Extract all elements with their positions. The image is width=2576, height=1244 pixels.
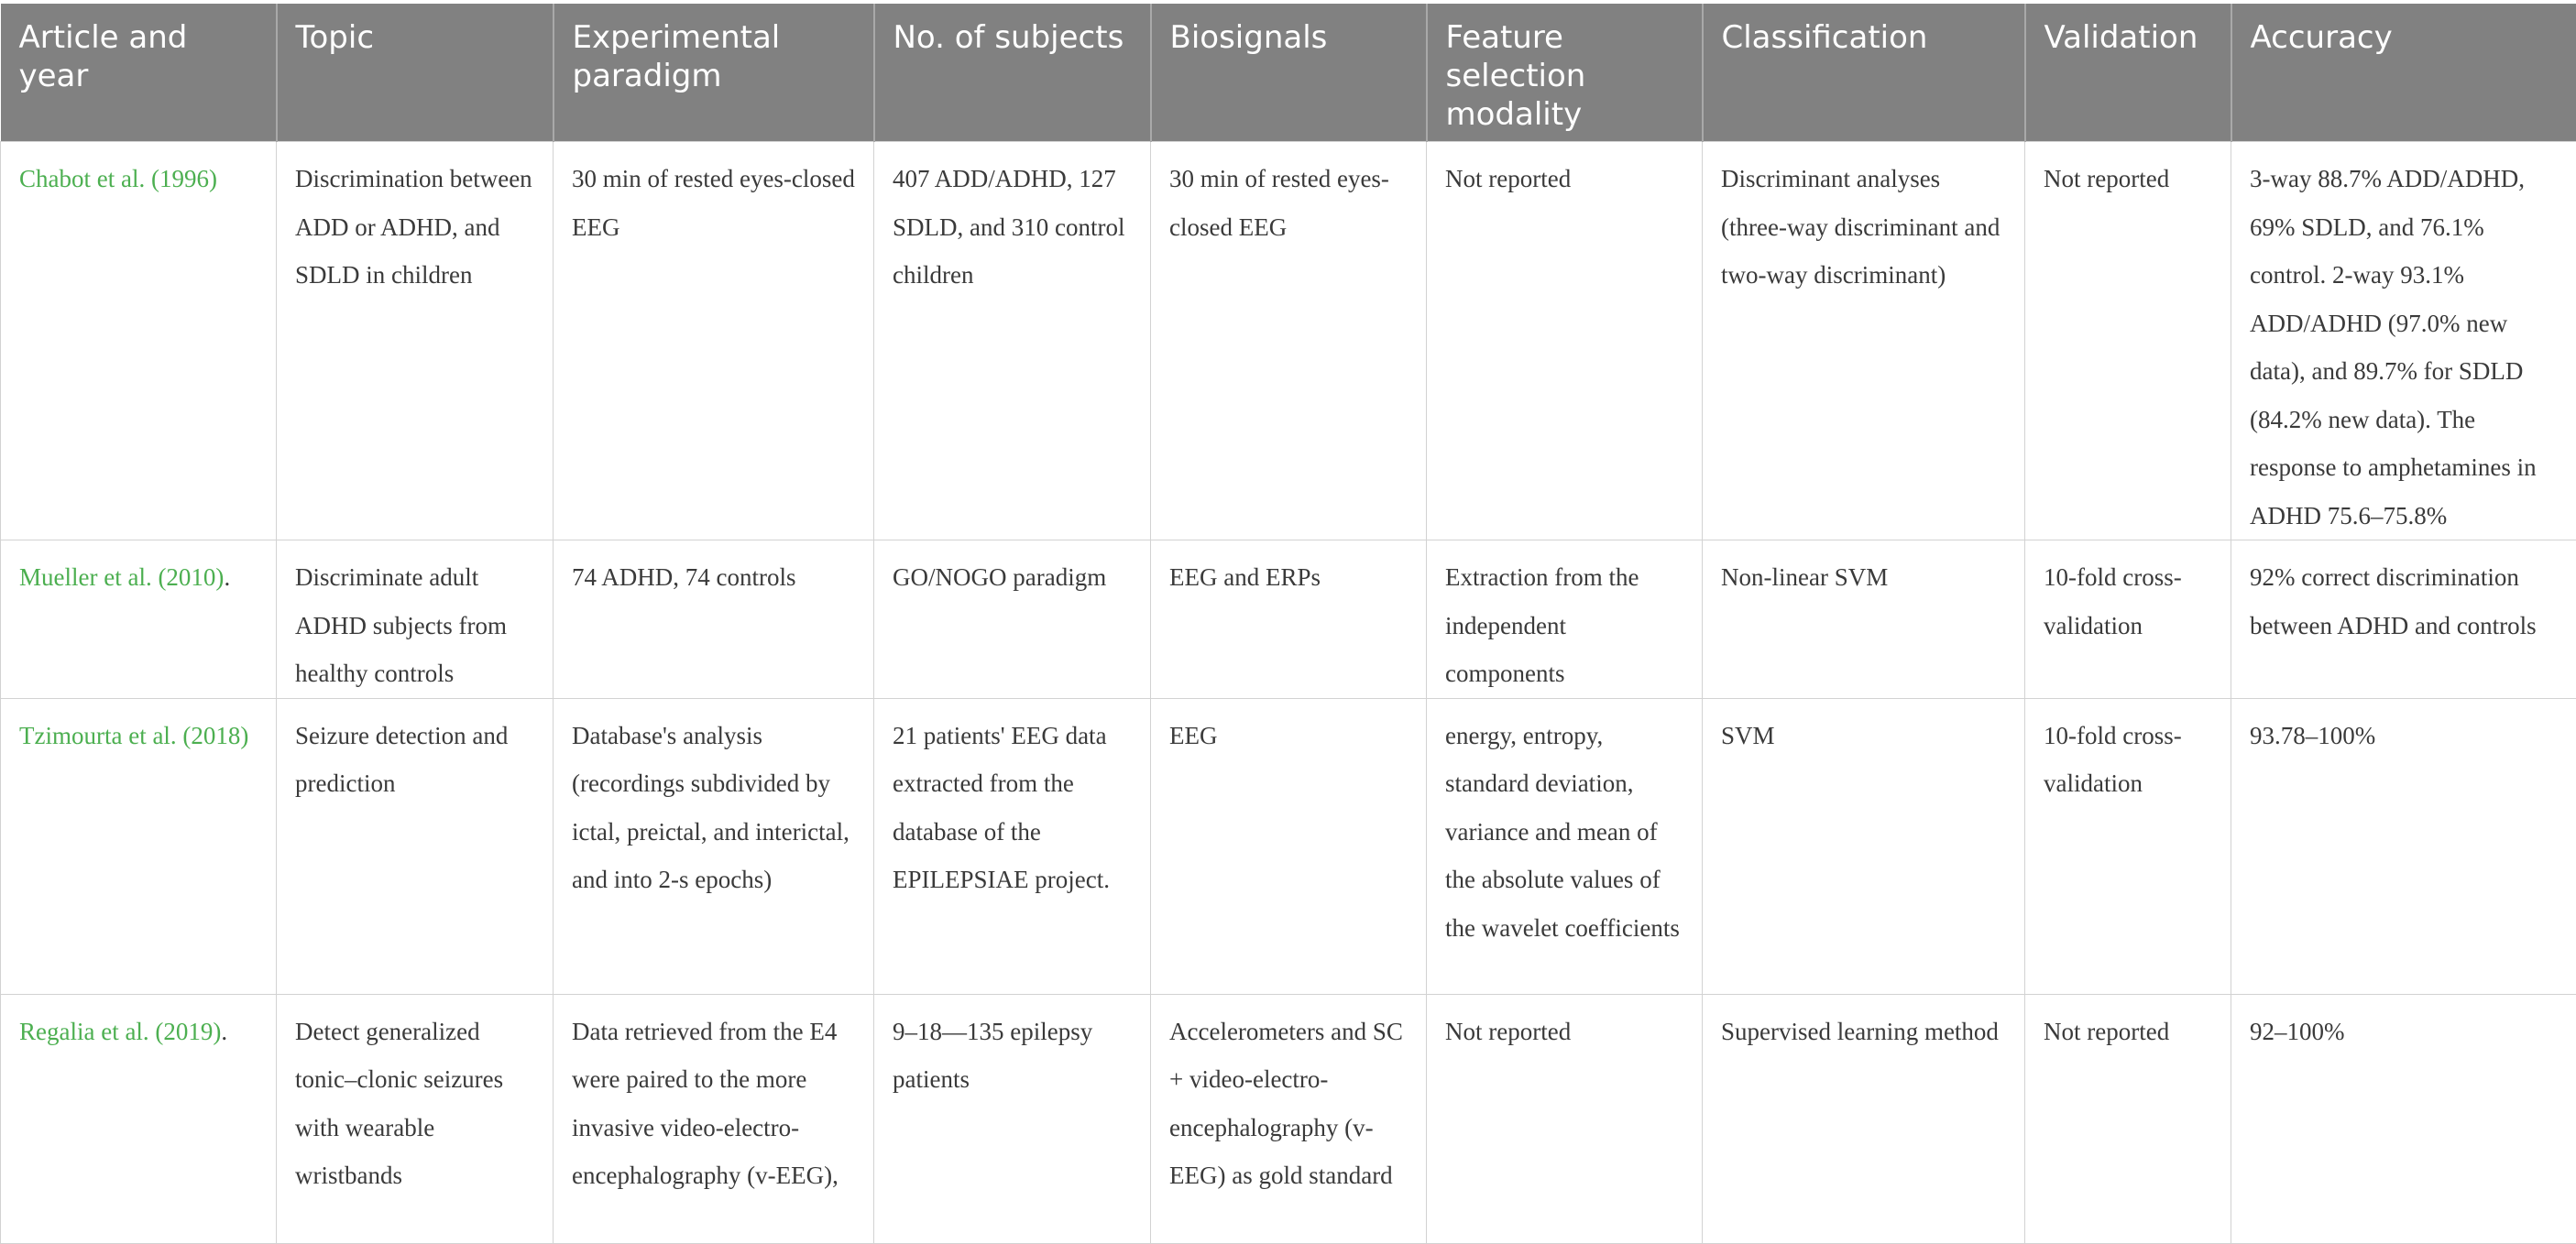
- biosignals-cell: 30 min of rested eyes-closed EEG: [1151, 142, 1427, 540]
- header-accuracy: Accuracy: [2231, 4, 2576, 142]
- subjects-cell: 9–18—135 epilepsy patients: [874, 994, 1151, 1243]
- paradigm-cell: Data retrieved from the E4 were paired to the more invasive video-electro-encephalography (v-EEG),: [554, 994, 874, 1243]
- article-link[interactable]: Tzimourta et al. (2018): [19, 721, 249, 749]
- topic-cell: Seizure detection and prediction: [277, 698, 554, 994]
- biosignals-cell: EEG and ERPs: [1151, 540, 1427, 699]
- header-feature-selection: Feature selection modality: [1427, 4, 1703, 142]
- subjects-cell: 407 ADD/ADHD, 127 SDLD, and 310 control children: [874, 142, 1151, 540]
- accuracy-cell: 92–100%: [2231, 994, 2576, 1243]
- header-article-year: Article and year: [1, 4, 277, 142]
- header-topic: Topic: [277, 4, 554, 142]
- table-row: [1, 698, 2576, 994]
- article-link[interactable]: Regalia et al. (2019): [19, 1017, 222, 1045]
- topic-cell: Discrimination between ADD or ADHD, and SDLD in children: [277, 142, 554, 540]
- article-cell: [1, 698, 277, 994]
- classification-cell: Supervised learning method: [1703, 994, 2025, 1243]
- biosignals-cell: EEG: [1151, 698, 1427, 994]
- article-cell: [1, 540, 277, 699]
- article-suffix: .: [221, 1017, 228, 1045]
- table-row: [1, 142, 2576, 540]
- validation-cell: 10-fold cross-validation: [2025, 698, 2231, 994]
- paradigm-cell: Database's analysis (recordings subdivided by ictal, preictal, and interictal, and into 2-s epochs): [554, 698, 874, 994]
- header-experimental-paradigm: Experimental paradigm: [554, 4, 874, 142]
- article-cell: [1, 142, 277, 540]
- feature-selection-cell: Not reported: [1427, 142, 1703, 540]
- article-link[interactable]: Chabot et al. (1996): [19, 165, 217, 192]
- feature-selection-cell: Extraction from the independent components: [1427, 540, 1703, 699]
- header-row: [1, 4, 2576, 142]
- accuracy-cell: 3-way 88.7% ADD/ADHD, 69% SDLD, and 76.1% control. 2-way 93.1% ADD/ADHD (97.0% new data), and 89.7% for SDLD (84.2% new data). The response to amphetamines in ADHD 75.6–75.8%: [2231, 142, 2576, 540]
- validation-cell: Not reported: [2025, 142, 2231, 540]
- feature-selection-cell: energy, entropy, standard deviation, variance and mean of the absolute values of the wavelet coefficients: [1427, 698, 1703, 994]
- classification-cell: Non-linear SVM: [1703, 540, 2025, 699]
- table-row: [1, 540, 2576, 699]
- article-link[interactable]: Mueller et al. (2010): [19, 563, 225, 591]
- subjects-cell: GO/NOGO paradigm: [874, 540, 1151, 699]
- accuracy-cell: 92% correct discrimination between ADHD and controls: [2231, 540, 2576, 699]
- header-no-of-subjects: No. of subjects: [874, 4, 1151, 142]
- studies-table: [0, 4, 2576, 1244]
- topic-cell: Discriminate adult ADHD subjects from healthy controls: [277, 540, 554, 699]
- table-row: [1, 994, 2576, 1243]
- accuracy-cell: 93.78–100%: [2231, 698, 2576, 994]
- article-suffix: .: [224, 563, 231, 591]
- topic-cell: Detect generalized tonic–clonic seizures with wearable wristbands: [277, 994, 554, 1243]
- paradigm-cell: 74 ADHD, 74 controls: [554, 540, 874, 699]
- feature-selection-cell: Not reported: [1427, 994, 1703, 1243]
- subjects-cell: 21 patients' EEG data extracted from the database of the EPILEPSIAE project.: [874, 698, 1151, 994]
- classification-cell: SVM: [1703, 698, 2025, 994]
- biosignals-cell: Accelerometers and SC + video-electro-encephalography (v-EEG) as gold standard: [1151, 994, 1427, 1243]
- header-biosignals: Biosignals: [1151, 4, 1427, 142]
- paradigm-cell: 30 min of rested eyes-closed EEG: [554, 142, 874, 540]
- validation-cell: Not reported: [2025, 994, 2231, 1243]
- validation-cell: 10-fold cross-validation: [2025, 540, 2231, 699]
- header-validation: Validation: [2025, 4, 2231, 142]
- classification-cell: Discriminant analyses (three-way discriminant and two-way discriminant): [1703, 142, 2025, 540]
- header-classification: Classification: [1703, 4, 2025, 142]
- article-cell: [1, 994, 277, 1243]
